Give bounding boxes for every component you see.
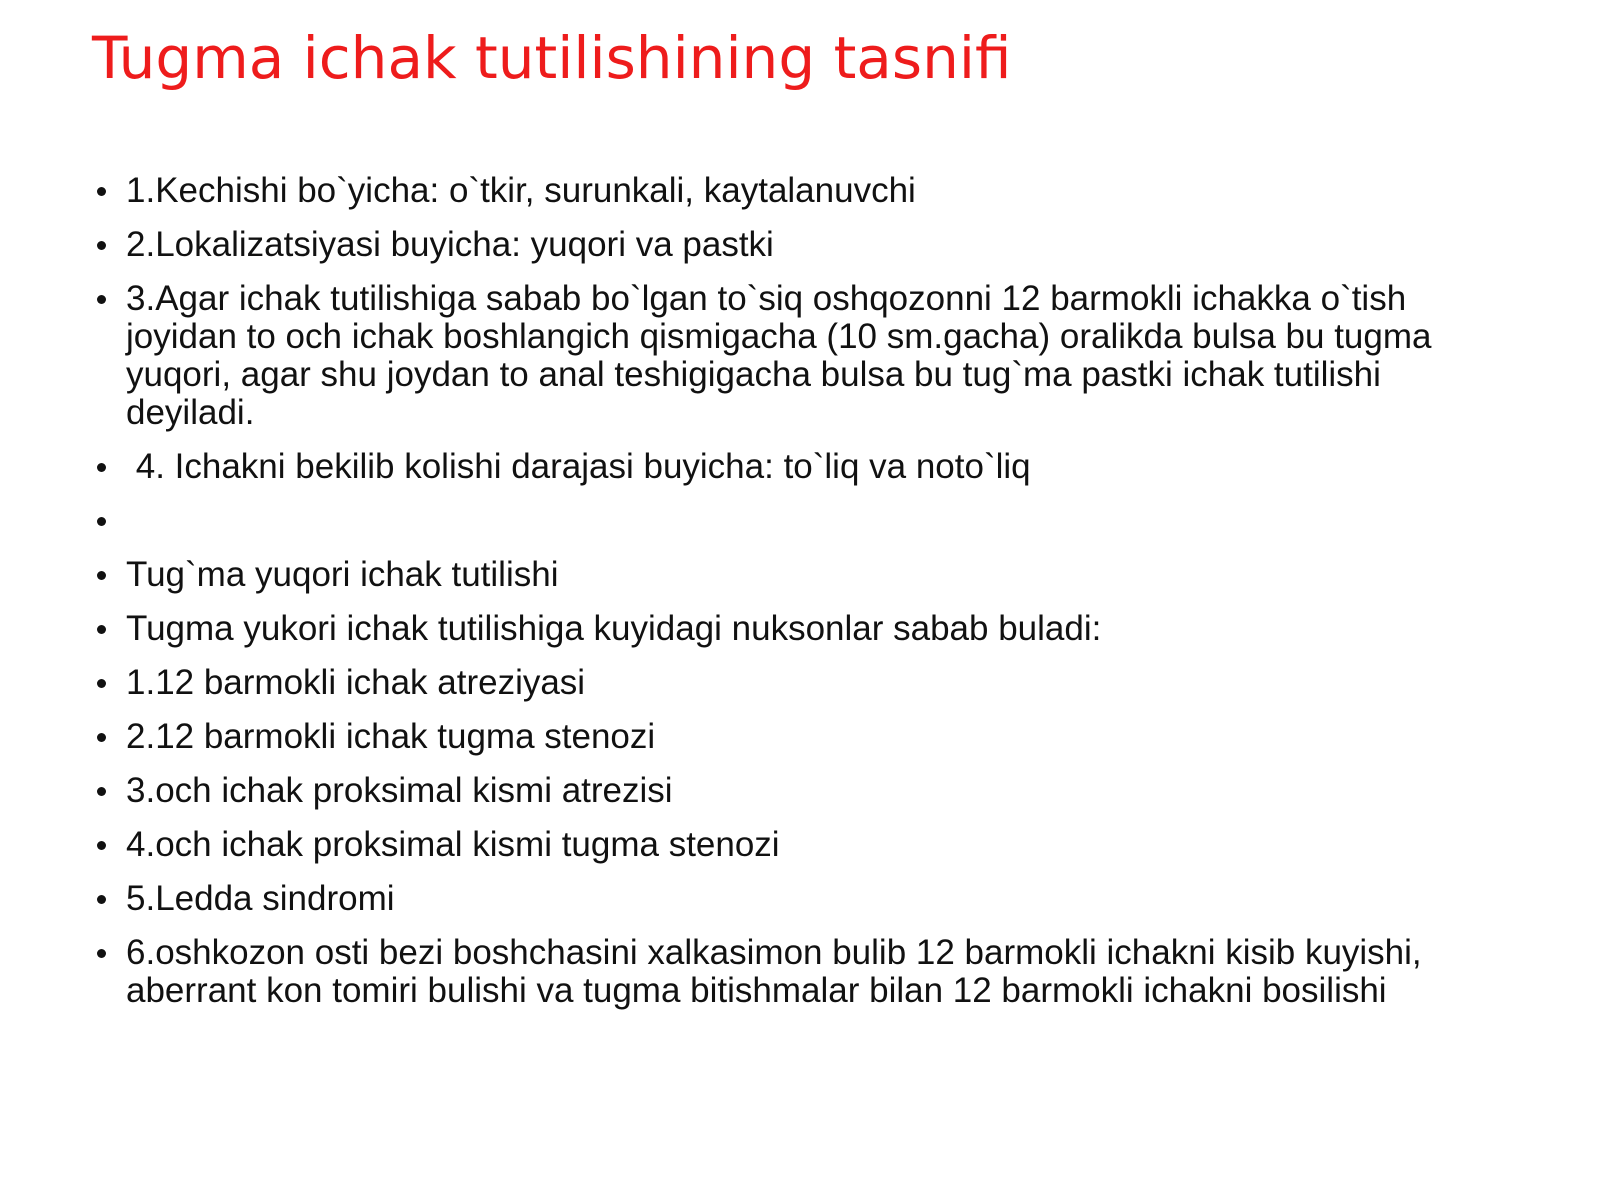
list-item-text: 2.Lokalizatsiyasi buyicha: yuqori va pastki xyxy=(126,225,774,264)
list-item-text: 5.Ledda sindromi xyxy=(126,879,395,918)
bullet-dot-icon xyxy=(97,295,106,304)
list-item-text: 4.och ichak proksimal kismi tugma stenozi xyxy=(126,825,780,864)
bullet-dot-icon xyxy=(97,949,106,958)
bullet-dot-icon xyxy=(97,787,106,796)
list-item xyxy=(92,556,1512,594)
bullet-dot-icon xyxy=(97,841,106,850)
list-item xyxy=(92,880,1512,918)
list-item-text: 4. Ichakni bekilib kolishi darajasi buyicha: to`liq va noto`liq xyxy=(126,447,1031,486)
list-item-text: Tugma yukori ichak tutilishiga kuyidagi nuksonlar sabab buladi: xyxy=(126,609,1102,648)
list-item-text: Tug`ma yuqori ichak tutilishi xyxy=(126,555,559,594)
list-item xyxy=(92,226,1512,264)
list-item-text: 6.oshkozon osti bezi boshchasini xalkasimon bulib 12 barmokli ichakni kisib kuyishi, aberrant kon tomiri bulishi va tugma bitishmalar bilan 12 barmokli ichakni bosilishi xyxy=(126,933,1422,1010)
list-item-text: 2.12 barmokli ichak tugma stenozi xyxy=(126,717,656,756)
bullet-dot-icon xyxy=(97,463,106,472)
list-item xyxy=(92,448,1512,486)
list-item xyxy=(92,772,1512,810)
bullet-dot-icon xyxy=(97,517,106,526)
list-item xyxy=(92,172,1512,210)
list-item-text: 1.12 barmokli ichak atreziyasi xyxy=(126,663,586,702)
list-item-text xyxy=(126,502,1512,540)
list-item xyxy=(92,610,1512,648)
list-item xyxy=(92,718,1512,756)
bullet-dot-icon xyxy=(97,679,106,688)
bullet-dot-icon xyxy=(97,571,106,580)
slide-title: Tugma ichak tutilishining tasnifi xyxy=(92,24,1012,92)
bullet-dot-icon xyxy=(97,895,106,904)
list-item-empty xyxy=(92,502,1512,540)
bullet-list xyxy=(92,172,1512,1026)
list-item xyxy=(92,664,1512,702)
bullet-dot-icon xyxy=(97,733,106,742)
list-item-text: 3.Agar ichak tutilishiga sabab bo`lgan to`siq oshqozonni 12 barmokli ichakka o`tish joyidan to och ichak boshlangich qismigacha (10 sm.gacha) oralikda bulsa bu tugma yuqori, agar shu joydan to anal teshigigacha bulsa bu tug`ma pastki ichak tutilishi deyiladi. xyxy=(126,279,1432,432)
list-item-text: 3.och ichak proksimal kismi atrezisi xyxy=(126,771,673,810)
list-item-text: 1.Kechishi bo`yicha: o`tkir, surunkali, kaytalanuvchi xyxy=(126,171,916,210)
list-item xyxy=(92,826,1512,864)
list-item xyxy=(92,280,1512,432)
list-item xyxy=(92,934,1512,1010)
bullet-dot-icon xyxy=(97,625,106,634)
bullet-dot-icon xyxy=(97,241,106,250)
bullet-dot-icon xyxy=(97,187,106,196)
